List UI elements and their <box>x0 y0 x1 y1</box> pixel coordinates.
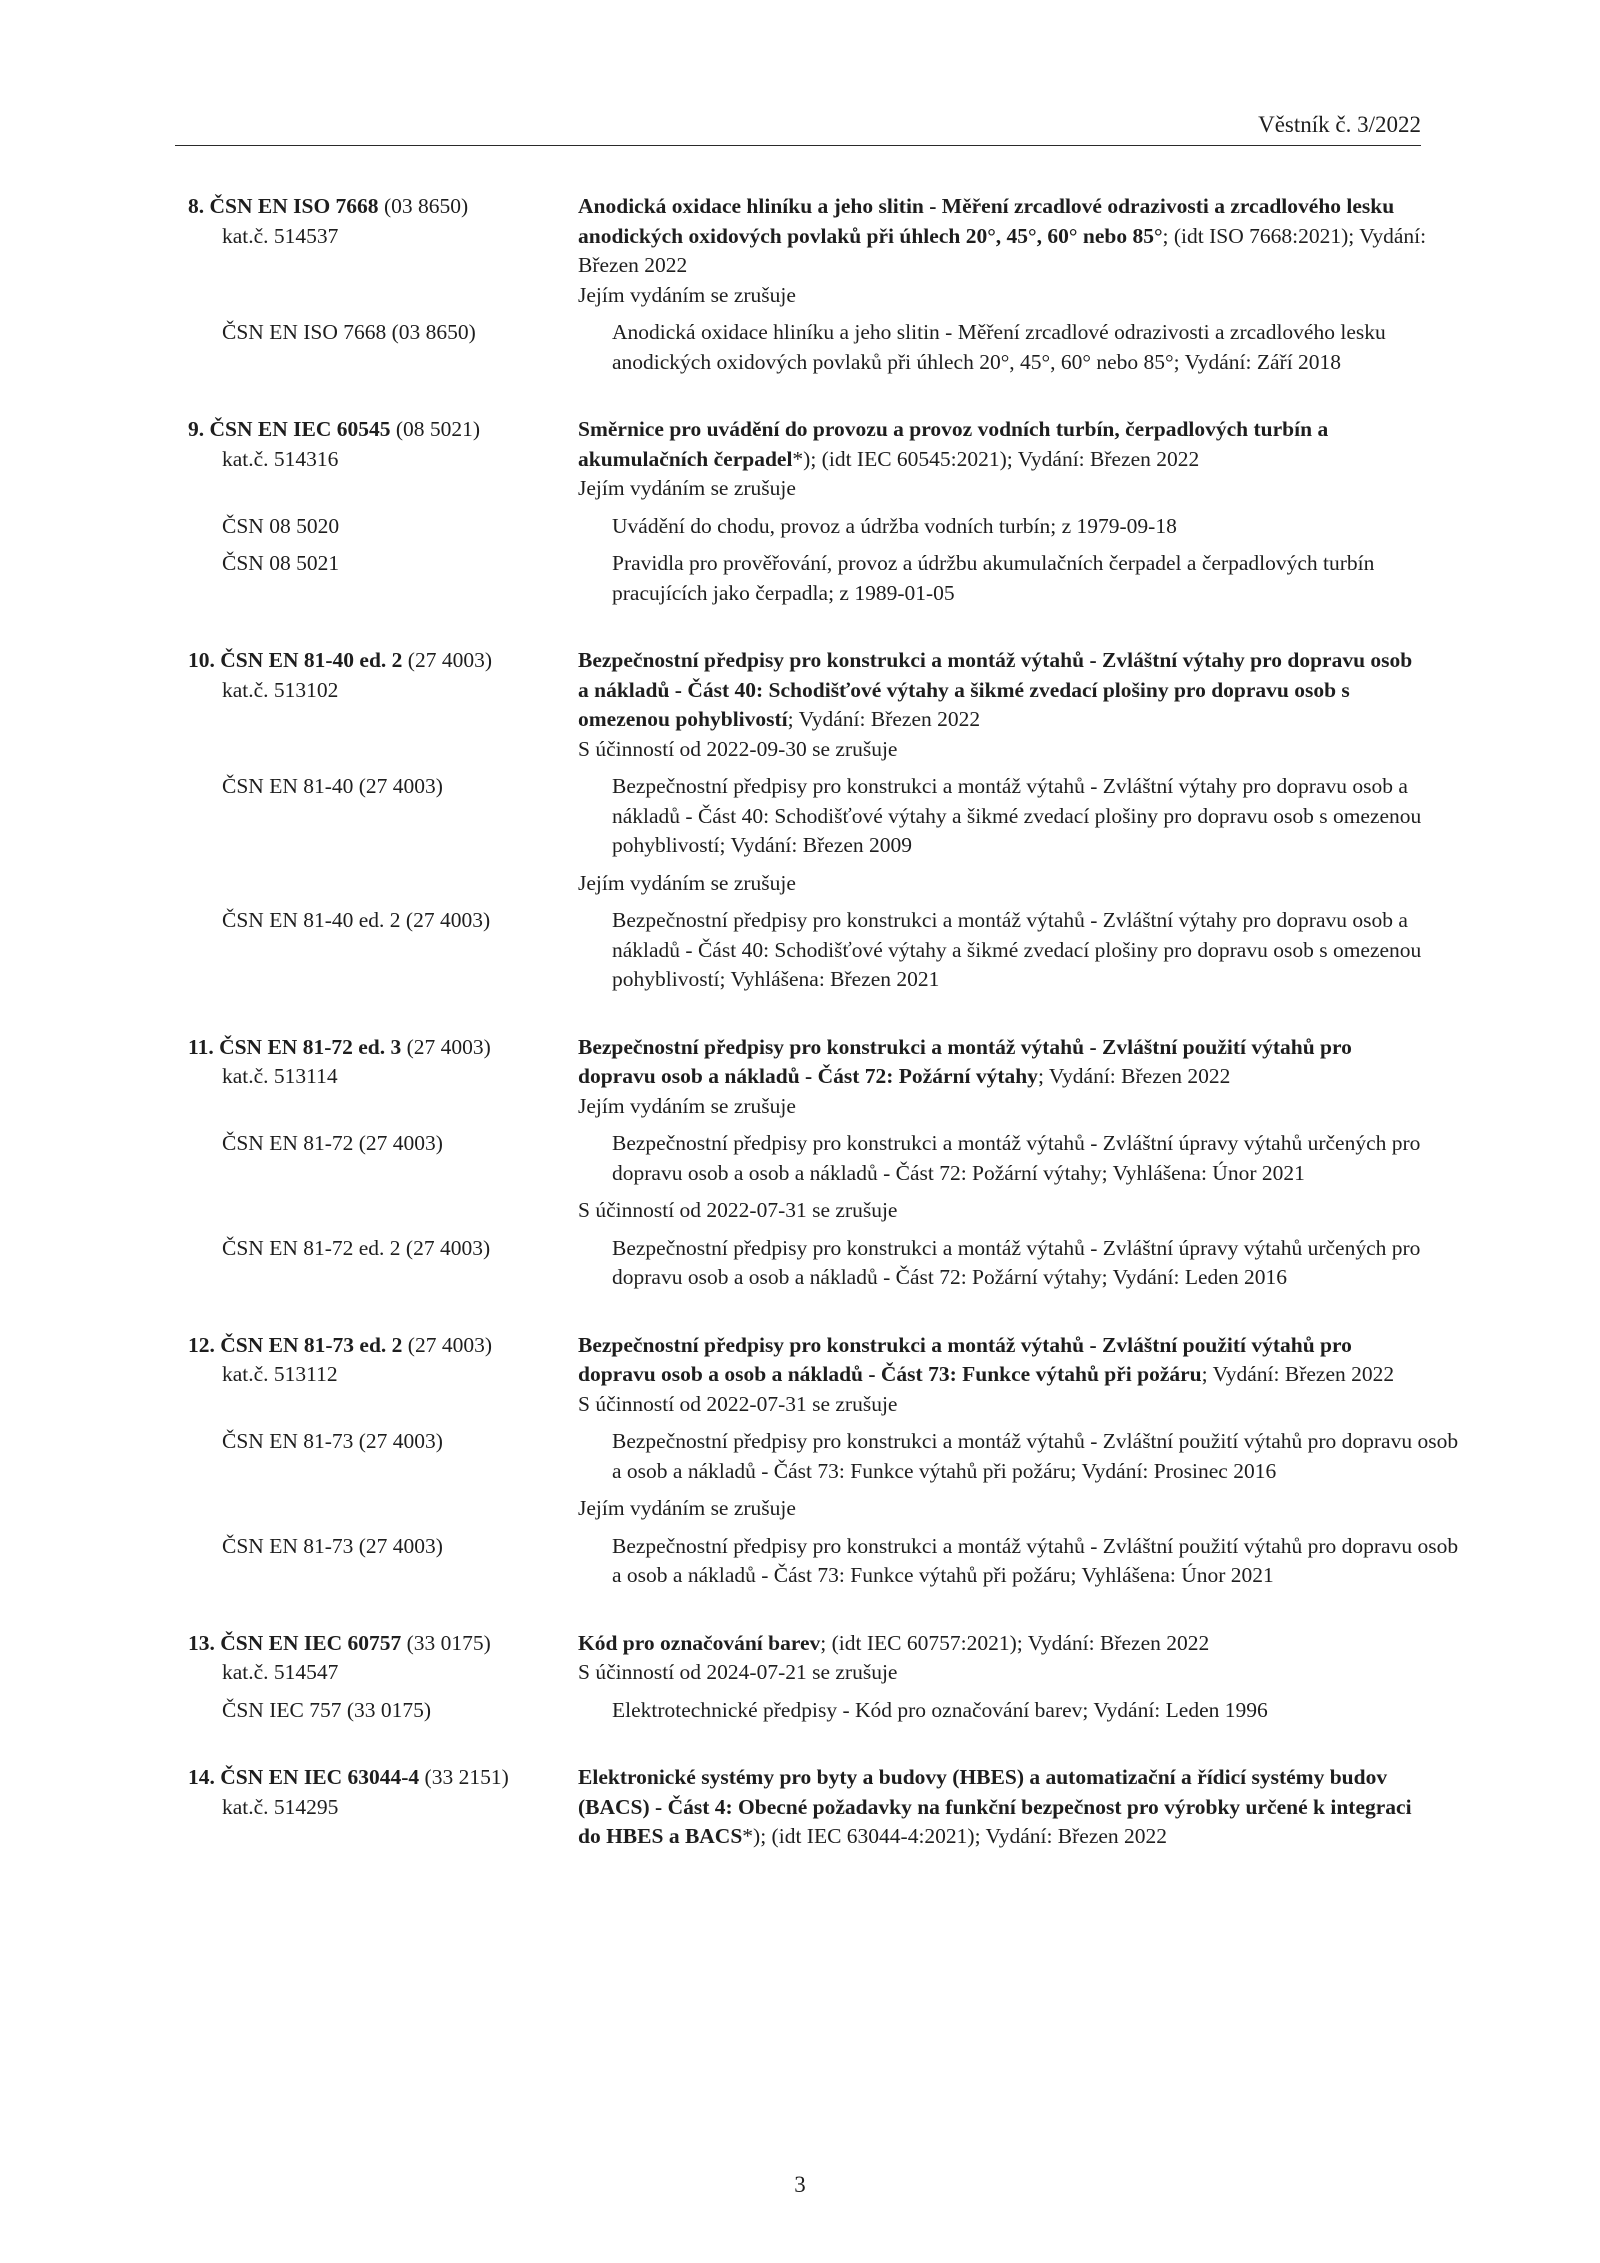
replacement-note: S účinností od 2022-07-31 se zrušuje <box>578 1198 898 1222</box>
standard-main-row <box>188 1331 1428 1420</box>
entry-number: 13. <box>188 1630 215 1655</box>
classification-code: (03 8650) <box>378 194 469 218</box>
replaced-standard-code: ČSN EN 81-40 (27 4003) <box>222 774 443 798</box>
standard-details: *); (idt IEC 63044-4:2021); Vydání: Březen 2022 <box>742 1824 1168 1848</box>
replacement-note: S účinností od 2022-07-31 se zrušuje <box>578 1391 898 1416</box>
replaced-standard-code: ČSN 08 5021 <box>222 551 340 575</box>
standard-title: Bezpečnostní předpisy pro konstrukci a montáž výtahů - Zvláštní výtahy pro dopravu osob a nákladů - Část 40: Schodišťové výtahy a šikmé zvedací plošiny pro dopravu osob s omezenou pohyblivostí <box>578 648 1413 731</box>
standard-title: Kód pro označování barev <box>578 1630 821 1655</box>
replaced-standard-description <box>612 1532 1462 1591</box>
standard-main-row <box>188 646 1428 764</box>
replaced-standard-code: ČSN EN 81-73 (27 4003) <box>222 1533 443 1558</box>
standard-entry <box>188 1033 1428 1293</box>
standard-title-line <box>578 192 1428 281</box>
standard-code: ČSN EN 81-40 ed. 2 <box>220 648 403 672</box>
replacement-note-row <box>188 1196 1428 1226</box>
replaced-standard-row <box>188 318 1428 377</box>
standard-entry <box>188 415 1428 608</box>
replaced-standard-description <box>612 512 1462 542</box>
standard-details: ; Vydání: Březen 2022 <box>1201 1362 1395 1386</box>
standard-code: ČSN EN 81-73 ed. 2 <box>220 1332 403 1357</box>
standard-title-line <box>578 1033 1428 1092</box>
standard-title-line <box>578 1331 1428 1390</box>
standard-entry <box>188 646 1428 995</box>
replacement-note-row <box>188 1494 1428 1524</box>
replaced-standard-description <box>612 906 1462 995</box>
replaced-standard-description <box>612 1696 1462 1726</box>
standard-details: ; (idt IEC 60757:2021); Vydání: Březen 2022 <box>820 1630 1210 1655</box>
catalog-number: kat.č. 513114 <box>222 1064 338 1088</box>
replaced-standard-description <box>612 1129 1462 1188</box>
standard-main-row <box>188 1033 1428 1122</box>
standard-designation <box>188 1033 578 1122</box>
classification-code: (08 5021) <box>390 417 481 441</box>
catalog-number: kat.č. 514537 <box>222 223 339 248</box>
replacement-note: Jejím vydáním se zrušuje <box>578 476 796 500</box>
standard-description <box>578 415 1428 504</box>
replaced-standard-code: ČSN 08 5020 <box>222 513 340 538</box>
standard-title-line <box>578 415 1428 474</box>
replaced-standard-text: Bezpečnostní předpisy pro konstrukci a montáž výtahů - Zvláštní výtahy pro dopravu osob a nákladů - Část 40: Schodišťové výtahy a šikmé zvedací plošiny pro dopravu osob s omezenou pohyblivostí; Vyhlášena: Březen 2021 <box>612 908 1422 991</box>
classification-code: (27 4003) <box>401 1034 491 1059</box>
standard-title-line <box>578 1763 1428 1852</box>
standard-code-line <box>188 1331 578 1361</box>
replaced-standard-code: ČSN EN 81-72 (27 4003) <box>222 1131 443 1155</box>
replaced-standard-code: ČSN EN 81-40 ed. 2 (27 4003) <box>222 908 491 932</box>
entry-number: 12. <box>188 1332 215 1357</box>
replaced-standard-row <box>188 512 1428 542</box>
standard-entry <box>188 1629 1428 1726</box>
replaced-standard-text: Bezpečnostní předpisy pro konstrukci a montáž výtahů - Zvláštní úpravy výtahů určených pro dopravu osob a osob a nákladů - Část 72: Požární výtahy; Vydání: Leden 2016 <box>612 1235 1421 1289</box>
replaced-standard-code: ČSN EN 81-72 ed. 2 (27 4003) <box>222 1235 491 1260</box>
standard-description <box>578 1763 1428 1852</box>
standard-code-line <box>188 646 578 676</box>
replaced-standard-code: ČSN EN 81-73 (27 4003) <box>222 1429 443 1453</box>
replacement-note: Jejím vydáním se zrušuje <box>578 1496 796 1520</box>
page-number: 3 <box>794 2172 806 2197</box>
standard-code: ČSN EN IEC 60757 <box>220 1630 402 1655</box>
replaced-standard-row <box>188 549 1428 608</box>
replaced-standard-description <box>612 549 1462 608</box>
standard-title-line <box>578 1629 1428 1659</box>
spacer <box>188 1494 578 1524</box>
standard-main-row <box>188 415 1428 504</box>
classification-code: (27 4003) <box>402 648 492 672</box>
replaced-standard-text: Pravidla pro prověřování, provoz a údržbu akumulačních čerpadel a čerpadlových turbín pracujících jako čerpadla; z 1989-01-05 <box>612 551 1375 605</box>
standard-designation <box>188 1763 578 1852</box>
entry-number: 10. <box>188 648 215 672</box>
standard-entry <box>188 1763 1428 1852</box>
catalog-number: kat.č. 513102 <box>222 677 339 702</box>
standard-code: ČSN EN ISO 7668 <box>209 194 379 218</box>
replaced-standard-row <box>188 1696 1428 1726</box>
standard-code-line <box>188 1629 578 1659</box>
standard-designation <box>188 1629 578 1688</box>
replaced-standard-code: ČSN IEC 757 (33 0175) <box>222 1697 432 1722</box>
standard-title: Směrnice pro uvádění do provozu a provoz vodních turbín, čerpadlových turbín a akumulačních čerpadel <box>578 417 1329 471</box>
spacer <box>188 869 578 899</box>
replaced-standard-description <box>612 318 1462 377</box>
replaced-standard-row <box>188 1427 1459 1486</box>
replaced-standard-text: Uvádění do chodu, provoz a údržba vodních turbín; z 1979-09-18 <box>612 513 1177 538</box>
catalog-number: kat.č. 514295 <box>222 1794 339 1819</box>
replaced-standard-row <box>188 1532 1459 1591</box>
replaced-standard-row <box>188 1129 1428 1188</box>
replacement-note: Jejím vydáním se zrušuje <box>578 1093 796 1118</box>
replaced-standard-code: ČSN EN ISO 7668 (03 8650) <box>222 320 476 344</box>
catalog-number: kat.č. 514547 <box>222 1660 339 1684</box>
replaced-standard-text: Bezpečnostní předpisy pro konstrukci a montáž výtahů - Zvláštní úpravy výtahů určených pro dopravu osob a osob a nákladů - Část 72: Požární výtahy; Vyhlášena: Únor 2021 <box>612 1131 1421 1185</box>
standard-description <box>578 646 1428 764</box>
catalog-number: kat.č. 514316 <box>222 446 339 471</box>
classification-code: (27 4003) <box>402 1332 492 1357</box>
replaced-standard-row <box>188 906 1428 995</box>
standard-code-line <box>188 1763 578 1793</box>
replacement-note-row <box>188 869 1428 899</box>
standard-title: Bezpečnostní předpisy pro konstrukci a montáž výtahů - Zvláštní použití výtahů pro dopravu osob a osob a nákladů - Část 73: Funkce výtahů při požáru <box>578 1332 1352 1386</box>
standard-code: ČSN EN IEC 60545 <box>209 417 391 441</box>
standard-code-line <box>188 192 578 222</box>
catalog-number: kat.č. 513112 <box>222 1362 338 1386</box>
standard-details: ; (idt ISO 7668:2021); Vydání: Březen 2022 <box>578 223 1427 277</box>
replacement-note: Jejím vydáním se zrušuje <box>578 282 796 307</box>
replaced-standard-description <box>612 1234 1462 1293</box>
standard-designation <box>188 646 578 764</box>
standard-details: *); (idt IEC 60545:2021); Vydání: Březen 2022 <box>792 446 1200 471</box>
replaced-standard-description <box>612 772 1462 861</box>
replaced-standard-text: Anodická oxidace hliníku a jeho slitin - Měření zrcadlové odrazivosti a zrcadlového lesku anodických oxidových povlaků při úhlech 20°, 45°, 60° nebo 85°; Vydání: Září 2018 <box>612 320 1386 374</box>
standard-title: Elektronické systémy pro byty a budovy (HBES) a automatizační a řídicí systémy budov (BACS) - Část 4: Obecné požadavky na funkční bezpečnost pro výrobky určené k integraci do HBES a BACS <box>578 1765 1412 1848</box>
standard-code: ČSN EN IEC 63044-4 <box>220 1765 420 1789</box>
entry-number: 14. <box>188 1765 215 1789</box>
spacer <box>188 1196 578 1226</box>
replacement-note: Jejím vydáním se zrušuje <box>578 870 796 895</box>
standard-entry <box>188 192 1428 377</box>
standard-description <box>578 192 1428 310</box>
entry-number: 9. <box>188 417 205 441</box>
standard-designation <box>188 192 578 310</box>
standard-designation <box>188 1331 578 1420</box>
standard-description <box>578 1331 1428 1420</box>
page-header: Věstník č. 3/2022 <box>1258 112 1421 137</box>
replaced-standard-text: Bezpečnostní předpisy pro konstrukci a montáž výtahů - Zvláštní výtahy pro dopravu osob a nákladů - Část 40: Schodišťové výtahy a šikmé zvedací plošiny pro dopravu osob s omezenou pohyblivostí; Vydání: Březen 2009 <box>612 774 1422 857</box>
standards-list <box>188 192 1459 1890</box>
classification-code: (33 0175) <box>401 1630 491 1655</box>
replaced-standard-text: Bezpečnostní předpisy pro konstrukci a montáž výtahů - Zvláštní použití výtahů pro dopravu osob a osob a nákladů - Část 73: Funkce výtahů při požáru; Vydání: Prosinec 2016 <box>612 1429 1459 1483</box>
header-divider <box>175 145 1421 146</box>
standard-code-line <box>188 1033 578 1063</box>
replaced-standard-description <box>612 1427 1462 1486</box>
replacement-note: S účinností od 2022-09-30 se zrušuje <box>578 736 898 761</box>
classification-code: (33 2151) <box>419 1765 509 1789</box>
entry-number: 11. <box>188 1034 214 1059</box>
standard-code: ČSN EN 81-72 ed. 3 <box>219 1034 402 1059</box>
standard-designation <box>188 415 578 504</box>
replaced-standard-text: Bezpečnostní předpisy pro konstrukci a montáž výtahů - Zvláštní použití výtahů pro dopravu osob a osob a nákladů - Část 73: Funkce výtahů při požáru; Vyhlášena: Únor 2021 <box>612 1533 1459 1587</box>
entry-number: 8. <box>188 194 205 218</box>
standard-description <box>578 1033 1428 1122</box>
standard-description <box>578 1629 1428 1688</box>
standard-entry <box>188 1331 1459 1591</box>
standard-title: Anodická oxidace hliníku a jeho slitin - Měření zrcadlové odrazivosti a zrcadlového lesku anodických oxidových povlaků při úhlech 20°, 45°, 60° nebo 85° <box>578 194 1395 248</box>
standard-code-line <box>188 415 578 445</box>
replaced-standard-row <box>188 772 1428 861</box>
replacement-note: S účinností od 2024-07-21 se zrušuje <box>578 1660 898 1684</box>
standard-main-row <box>188 1629 1428 1688</box>
standard-main-row <box>188 1763 1428 1852</box>
replaced-standard-text: Elektrotechnické předpisy - Kód pro označování barev; Vydání: Leden 1996 <box>612 1697 1268 1722</box>
standard-title-line <box>578 646 1428 735</box>
standard-details: ; Vydání: Březen 2022 <box>1037 1064 1231 1088</box>
standard-main-row <box>188 192 1428 310</box>
standard-title: Bezpečnostní předpisy pro konstrukci a montáž výtahů - Zvláštní použití výtahů pro dopravu osob a nákladů - Část 72: Požární výtahy <box>578 1034 1352 1088</box>
replaced-standard-row <box>188 1234 1428 1293</box>
standard-details: ; Vydání: Březen 2022 <box>787 707 981 731</box>
